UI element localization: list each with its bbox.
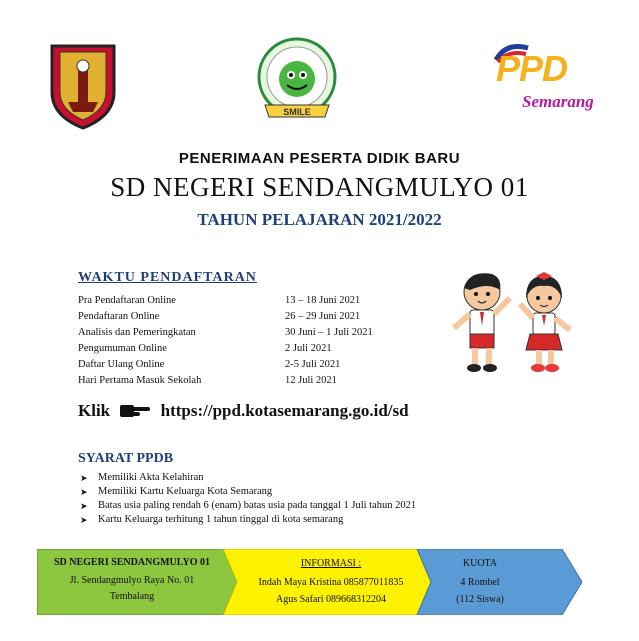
footer-info-contact: Agus Safari 089668312204 (276, 594, 386, 605)
ppd-brand-text: PPD (496, 48, 568, 89)
schedule-value: 12 Juli 2021 (285, 375, 337, 386)
requirement-item: ➤ Kartu Keluarga terhitung 1 tahun tinggal di kota semarang (98, 514, 343, 525)
schedule-label: Pra Pendaftaran Online (78, 295, 176, 306)
students-illustration (440, 268, 590, 378)
schedule-label: Pengumuman Online (78, 343, 167, 354)
ppd-city-text: Semarang (522, 92, 594, 111)
footer-quota-siswa: (112 Siswa) (456, 594, 504, 605)
footer-quota-block (425, 556, 535, 607)
footer-info-heading: INFORMASI : (300, 558, 362, 569)
requirement-item: ➤ Memiliki Kartu Keluarga Kota Semarang (98, 486, 272, 497)
schedule-value: 13 – 18 Juni 2021 (285, 295, 361, 306)
requirement-item: ➤ Batas usia paling rendah 6 (enam) batas usia pada tanggal 1 Juli tahun 2021 (98, 500, 416, 511)
schedule-label: Hari Pertama Masuk Sekolah (78, 375, 202, 386)
title-school-name: SD NEGERI SENDANGMULYO 01 (110, 172, 529, 202)
footer-school-district: Tembalang (109, 591, 155, 602)
footer-info-contact: Indah Maya Kristina 085877011835 (258, 577, 404, 588)
schedule-value: 2 Juli 2021 (285, 343, 332, 354)
pointing-hand-icon (118, 402, 152, 420)
footer-school-address: Jl. Sendangmulyo Raya No. 01 (69, 575, 195, 586)
schedule-label: Pendaftaran Online (78, 311, 160, 322)
title-academic-year: TAHUN PELAJARAN 2021/2022 (197, 210, 442, 229)
schedule-heading: WAKTU PENDAFTARAN (78, 270, 257, 285)
footer-info-block (236, 556, 426, 607)
footer-quota-heading: KUOTA (462, 558, 498, 569)
footer-quota-rombel: 4 Rombel (460, 577, 500, 588)
requirement-item: ➤ Memiliki Akta Kelahiran (98, 472, 204, 483)
school-smile-logo (255, 37, 339, 125)
registration-url[interactable]: https://ppd.kotasemarang.go.id/sd (160, 401, 409, 421)
schedule-value: 30 Juni – 1 Juli 2021 (285, 327, 373, 338)
title-penerimaan: PENERIMAAN PESERTA DIDIK BARU (178, 150, 461, 167)
footer-school-name: SD NEGERI SENDANGMULYO 01 (53, 557, 211, 568)
ppd-semarang-logo (492, 42, 602, 122)
schedule-label: Analisis dan Pemeringkatan (78, 327, 196, 338)
semarang-city-emblem (48, 42, 118, 130)
klik-prefix: Klik (78, 401, 111, 421)
registration-link[interactable] (78, 400, 409, 421)
smile-ribbon-text: SMILE (283, 107, 311, 117)
schedule-value: 2-5 Juli 2021 (285, 359, 341, 370)
schedule-label: Daftar Ulang Online (78, 359, 165, 370)
footer-school-block (44, 556, 220, 604)
schedule-value: 26 – 29 Juni 2021 (285, 311, 361, 322)
requirements-heading: SYARAT PPDB (78, 451, 174, 466)
